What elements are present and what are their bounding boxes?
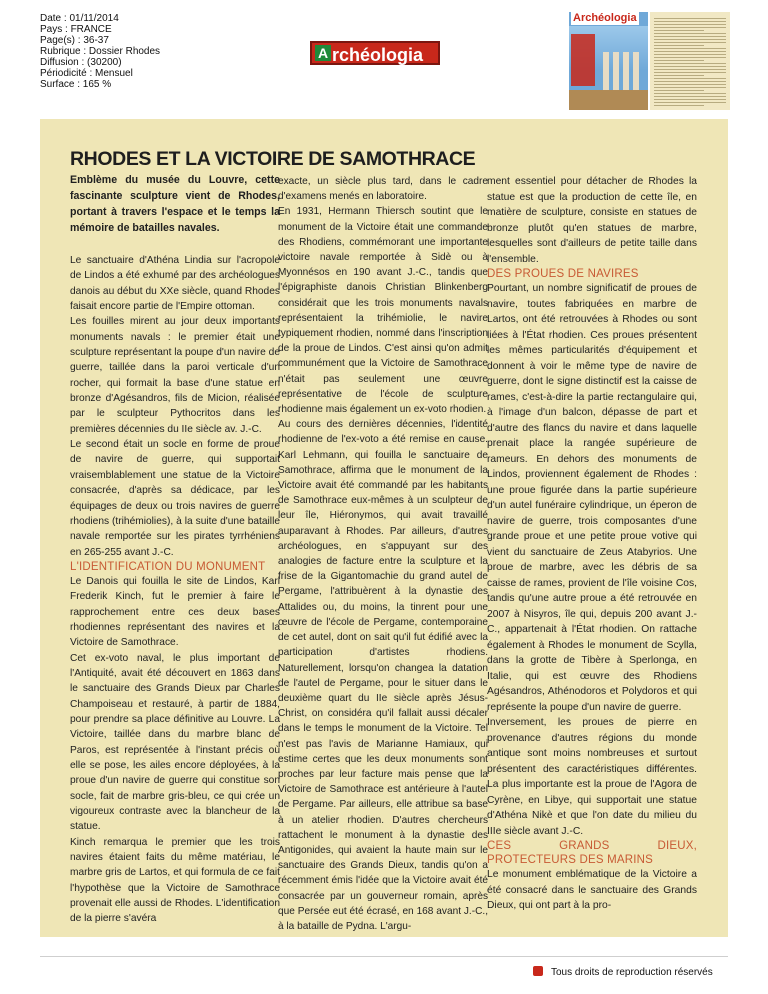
column-3 <box>487 174 697 914</box>
red-square-icon <box>533 966 543 976</box>
press-metadata <box>40 13 160 90</box>
paragraph: Le second était un socle en forme de proue de navire de guerre, qui supportait vraisemblablement une statue de la Victoire consacrée, d'après sa dédicace, par les équipages de deux ou trois navires de guerre rhodiens (trihémiolies), à la suite d'une bataille navale remportée sur les pirates tyrrhéniens en 265-255 avant J.-C. <box>70 439 280 558</box>
paragraph: Le monument emblématique de la Victoire a été consacré dans le sanctuaire des Grands Dieux, qui ont part à la pro- <box>487 869 697 911</box>
subheading-grands-dieux: CES GRANDS DIEUX, PROTECTEURS DES MARINS <box>487 840 697 866</box>
logo-text: rchéologia <box>332 45 424 65</box>
paragraph: Cet ex-voto naval, le plus important de l'Antiquité, avait été découvert en 1863 dans le sanctuaire des Grands Dieux par Charles Champoiseau et restauré, à partir de 1884, pour prendre sa place définitive au Louvre. La Victoire, taillée dans du marbre blanc de Paros, est représentée à l'instant précis où elle se pose, les ailes encore déployées, à la proue d'un navire de guerre qui constitue son socle, fait de marbre gris-bleu, ce qui crée un vigoureux contraste avec la blancheur de la statue. <box>70 652 280 833</box>
meta-periodicity: Périodicité : Mensuel <box>40 68 133 79</box>
paragraph: En 1931, Hermann Thiersch soutint que le monument de la Victoire était une commande des Rhodiens, commémorant une importante victoire navale remportée à Sidè ou à Myonnésos en 190 avant J.-C., tandis que l'épigraphiste danois Christian Blinkenberg considérait que les trois monuments navals représentaient la trihémiolie, le navire typiquement rhodien, nommé dans l'inscription de la proue de Lindos. C'est ainsi qu'on admit communément que la Victoire de Samothrace n'était pas seulement une œuvre représentative de l'école de sculpture rhodienne mais également un ex-voto rhodien. <box>278 206 488 416</box>
meta-circulation: Diffusion : (30200) <box>40 57 122 68</box>
meta-surface: Surface : 165 % <box>40 79 112 90</box>
copyright-notice <box>533 966 713 978</box>
subheading-proues: DES PROUES DE NAVIRES <box>487 268 639 280</box>
archeologia-logo <box>310 41 440 65</box>
column-2 <box>278 174 488 934</box>
footer-divider <box>40 956 728 957</box>
paragraph: Pourtant, un nombre significatif de proues de navire, toutes fabriquées en marbre de Lartos, ont été retrouvées à Rhodes ou sont liées à l'État rhodien. Ces proues présentent les mêmes particularités d'équipement et donnent à voir le même type de navire de guerre, dont le signe distinctif est la caisse de rames, c'est-à-dire la partie rectangulaire qui, à l'image d'un balcon, dépasse de part et d'autre des flancs du navire et dans laquelle prenait place la rangée supérieure de rameurs. En dehors des monuments de Lindos, proviennent également de Rhodes : une proue figurée dans la partie supérieure d'un autel funéraire cylindrique, un éperon de navire de guerre, trois composantes d'une grande proue et une petite proue votive qui vient du sanctuaire de Zeus Atabyrios. Une proue de marbre, avec les débris de sa caisse de rames, provient de l'île voisine Cos, tandis qu'une autre proue a été retrouvée en 2007 à Nisyros, île qui, depuis 200 avant J.-C., appartenait à l'État rhodien. On rattache également à Rhodes le monument de Scylla, dans la grotte de Tibère à Sperlonga, en Italie, qui est œuvre des Rhodiens Agésandros, Athénodoros et Polydoros et qui représente la poupe d'un navire de guerre. <box>487 283 697 713</box>
article-title: RHODES ET LA VICTOIRE DE SAMOTHRACE <box>70 148 476 170</box>
cover-masthead: Archéologia <box>573 12 637 24</box>
article-intro: Emblème du musée du Louvre, cette fascinante sculpture vient de Rhodes, portant à travers l'espace et le temps la mémoire de batailles navales. <box>70 174 280 234</box>
rights-text: Tous droits de reproduction réservés <box>551 967 713 978</box>
paragraph: exacte, un siècle plus tard, dans le cadre d'examens menés en laboratoire. <box>278 176 488 203</box>
paragraph: Au cours des dernières décennies, l'identité rhodienne de l'ex-voto a été remise en cause. Karl Lehmann, qui fouilla le sanctuaire de Samothrace, affirma que le monument de la Victoire avait été commandé par les habitants de Samothrace eux-mêmes à un sculpteur de leur île, Hiéronymos, qui avait travaillé auparavant à Rhodes. Par ailleurs, d'autres archéologues, en s'appuyant sur des analogies de facture entre la sculpture et la frise de la Gigantomachie du grand autel de Pergame, l'attribuèrent à la dynastie des Attalides ou, du moins, la tinrent pour une œuvre de l'école de Pergame, contemporaine de cet autel, dont on sait qu'il fut édifié avec la participation d'artistes rhodiens. Naturellement, lorsqu'on changea la datation de l'autel de Pergame, pour le situer dans le deuxième quart du IIe siècle après Jésus-Christ, on considéra qu'il fallait aussi décaler dans le temps le monument de la Victoire. Tel n'est pas l'avis de Marianne Hamiaux, qui estime certes que les deux monuments sont proches par leur facture mais pense que la Victoire de Samothrace est antérieure à l'autel de Pergame. Par ailleurs, elle attribue sa base à un atelier rhodien. D'autres chercheurs rattachent le monument à la dynastie des Antigonides, qui avaient la haute main sur le sanctuaire des Grands Dieux, tandis qu'on a récemment émis l'idée que la Victoire avait été consacrée par un gouverneur romain, après que Persée eut été écrasé, en 168 avant J.-C., à la bataille de Pydna. L'argu- <box>278 419 488 932</box>
paragraph: Inversement, les proues de pierre en provenance d'autres régions du monde antique sont moins nombreuses et surtout présentent des caractéristiques différentes. La plus importante est la proue de l'Agora de Cyrène, en Libye, qui supportait une statue d'Athéna Nikè et que l'on date du milieu du IIIe siècle avant J.-C. <box>487 717 697 837</box>
logo-initial: A <box>315 45 331 61</box>
meta-date: Date : 01/11/2014 <box>40 13 119 24</box>
magazine-cover-thumbnail <box>569 12 648 110</box>
meta-country: Pays : FRANCE <box>40 24 112 35</box>
paragraph: ment essentiel pour détacher de Rhodes la statue est que la production de cette île, en matière de sculpture, consiste en statues de bronze plutôt qu'en statues de marbre, lesquelles sont d'ailleurs de petite taille dans l'ensemble. <box>487 176 697 265</box>
paragraph: Les fouilles mirent au jour deux importants monuments navals : le premier était une sculpture représentant la poupe d'un navire de guerre, taillée dans la paroi verticale d'un rocher, qui formait la base d'une statue en bronze d'Agésandros, fils de Micion, réalisée par le sculpteur Pythocritos dans les premières décennies du IIe siècle av. J.-C. <box>70 316 280 435</box>
column-1 <box>70 172 280 927</box>
article-page-thumbnail <box>650 12 730 110</box>
paragraph: Le Danois qui fouilla le site de Lindos, Karl Frederik Kinch, fut le premier à faire le rapprochement entre ces deux bases rhodiennes représentant des navires et la Victoire de Samothrace. <box>70 575 280 649</box>
paragraph: Le sanctuaire d'Athéna Lindia sur l'acropole de Lindos a été exhumé par des archéologues danois au début du XXe siècle, quand Rhodes faisait encore partie de l'Empire ottoman. <box>70 255 280 313</box>
meta-section: Rubrique : Dossier Rhodes <box>40 46 161 57</box>
meta-pages: Page(s) : 36-37 <box>40 35 109 46</box>
paragraph: Kinch remarqua le premier que les trois navires étaient faits du même matériau, le marbre gris de Lartos, et qui formula de ce fait l'hypothèse que la Victoire de Samothrace provenait elle aussi de Rhodes. L'identification de la pierre s'avéra <box>70 836 280 925</box>
subheading-identification: L'IDENTIFICATION DU MONUMENT <box>70 560 266 573</box>
